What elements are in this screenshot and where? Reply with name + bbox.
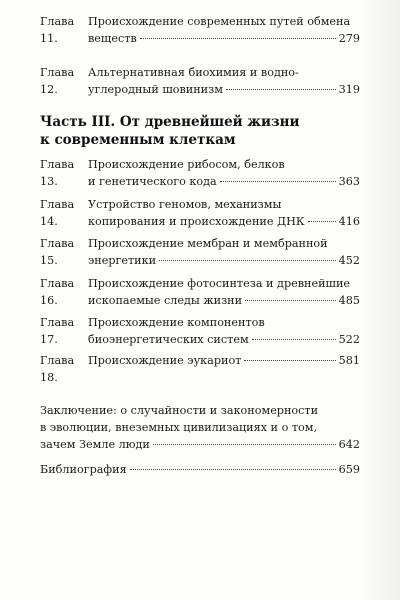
part-heading-line: к современным клеткам xyxy=(40,132,236,148)
page-number: 485 xyxy=(338,294,360,307)
chapter-title-line: веществ xyxy=(88,32,137,45)
dot-leader xyxy=(252,339,336,340)
chapter-label: Глава 15. xyxy=(40,237,75,267)
part-heading-line: Часть III. От древнейшей жизни xyxy=(40,114,300,130)
dot-leader xyxy=(308,221,336,222)
dot-leader xyxy=(140,38,336,39)
chapter-title-line: Происхождение эукариот xyxy=(88,354,242,367)
page-number: 642 xyxy=(338,438,360,451)
chapter-title-line: копирования и происхождение ДНК xyxy=(88,215,305,228)
dot-leader xyxy=(220,181,336,182)
toc-entry-ch11[interactable] xyxy=(40,13,360,47)
chapter-title-line: Альтернативная биохимия и водно- xyxy=(88,66,299,79)
page-number: 452 xyxy=(338,254,360,267)
conclusion-title-line: зачем Земле люди xyxy=(40,438,150,451)
chapter-label: Глава 17. xyxy=(40,316,75,346)
bibliography-title: Библиография xyxy=(40,463,127,476)
chapter-title-line: Происхождение фотосинтеза и древнейшие xyxy=(88,277,351,290)
toc-entry-bibliography[interactable] xyxy=(40,461,360,478)
toc-entry-ch13[interactable] xyxy=(40,156,360,190)
part-heading[interactable] xyxy=(40,113,360,149)
chapter-title-line: Происхождение компонентов xyxy=(88,316,265,329)
dot-leader xyxy=(245,300,336,301)
toc-entry-ch17[interactable] xyxy=(40,314,360,348)
chapter-label: Глава 11. xyxy=(40,15,75,45)
chapter-label: Глава 18. xyxy=(40,354,75,384)
conclusion-title-line: Заключение: о случайности и закономерности xyxy=(40,404,319,417)
page-number: 319 xyxy=(338,83,360,96)
dot-leader xyxy=(153,444,336,445)
conclusion-title-line: в эволюции, внеземных цивилизациях и о том, xyxy=(40,421,318,434)
page-number: 581 xyxy=(338,354,360,367)
chapter-title-line: биоэнергетических систем xyxy=(88,333,249,346)
chapter-label: Глава 13. xyxy=(40,158,75,188)
dot-leader xyxy=(226,89,336,90)
dot-leader xyxy=(159,260,336,261)
toc-entry-ch16[interactable] xyxy=(40,275,360,309)
chapter-title-line: Происхождение современных путей обмена xyxy=(88,15,351,28)
chapter-title-line: Происхождение мембран и мембранной xyxy=(88,237,328,250)
toc-entry-ch15[interactable] xyxy=(40,235,360,269)
show-through-shadow xyxy=(360,0,400,600)
chapter-label: Глава 12. xyxy=(40,66,75,96)
chapter-title-line: углеродный шовинизм xyxy=(88,83,223,96)
page-number: 279 xyxy=(338,32,360,45)
dot-leader xyxy=(244,360,335,361)
page-number: 416 xyxy=(338,215,360,228)
dot-leader xyxy=(130,469,336,470)
toc-entry-conclusion[interactable] xyxy=(40,402,360,453)
chapter-title-line: Происхождение рибосом, белков xyxy=(88,158,285,171)
chapter-title-line: энергетики xyxy=(88,254,157,267)
toc-entry-ch18[interactable] xyxy=(40,352,360,384)
chapter-label: Глава 16. xyxy=(40,277,75,307)
page-number: 363 xyxy=(338,175,360,188)
chapter-title-line: ископаемые следы жизни xyxy=(88,294,243,307)
chapter-title-line: и генетического кода xyxy=(88,175,217,188)
toc-entry-ch12[interactable] xyxy=(40,64,360,98)
page-number: 659 xyxy=(338,463,360,476)
chapter-title-line: Устройство геномов, механизмы xyxy=(88,198,282,211)
page-number: 522 xyxy=(338,333,360,346)
chapter-label: Глава 14. xyxy=(40,198,75,228)
toc-entry-ch14[interactable] xyxy=(40,196,360,230)
